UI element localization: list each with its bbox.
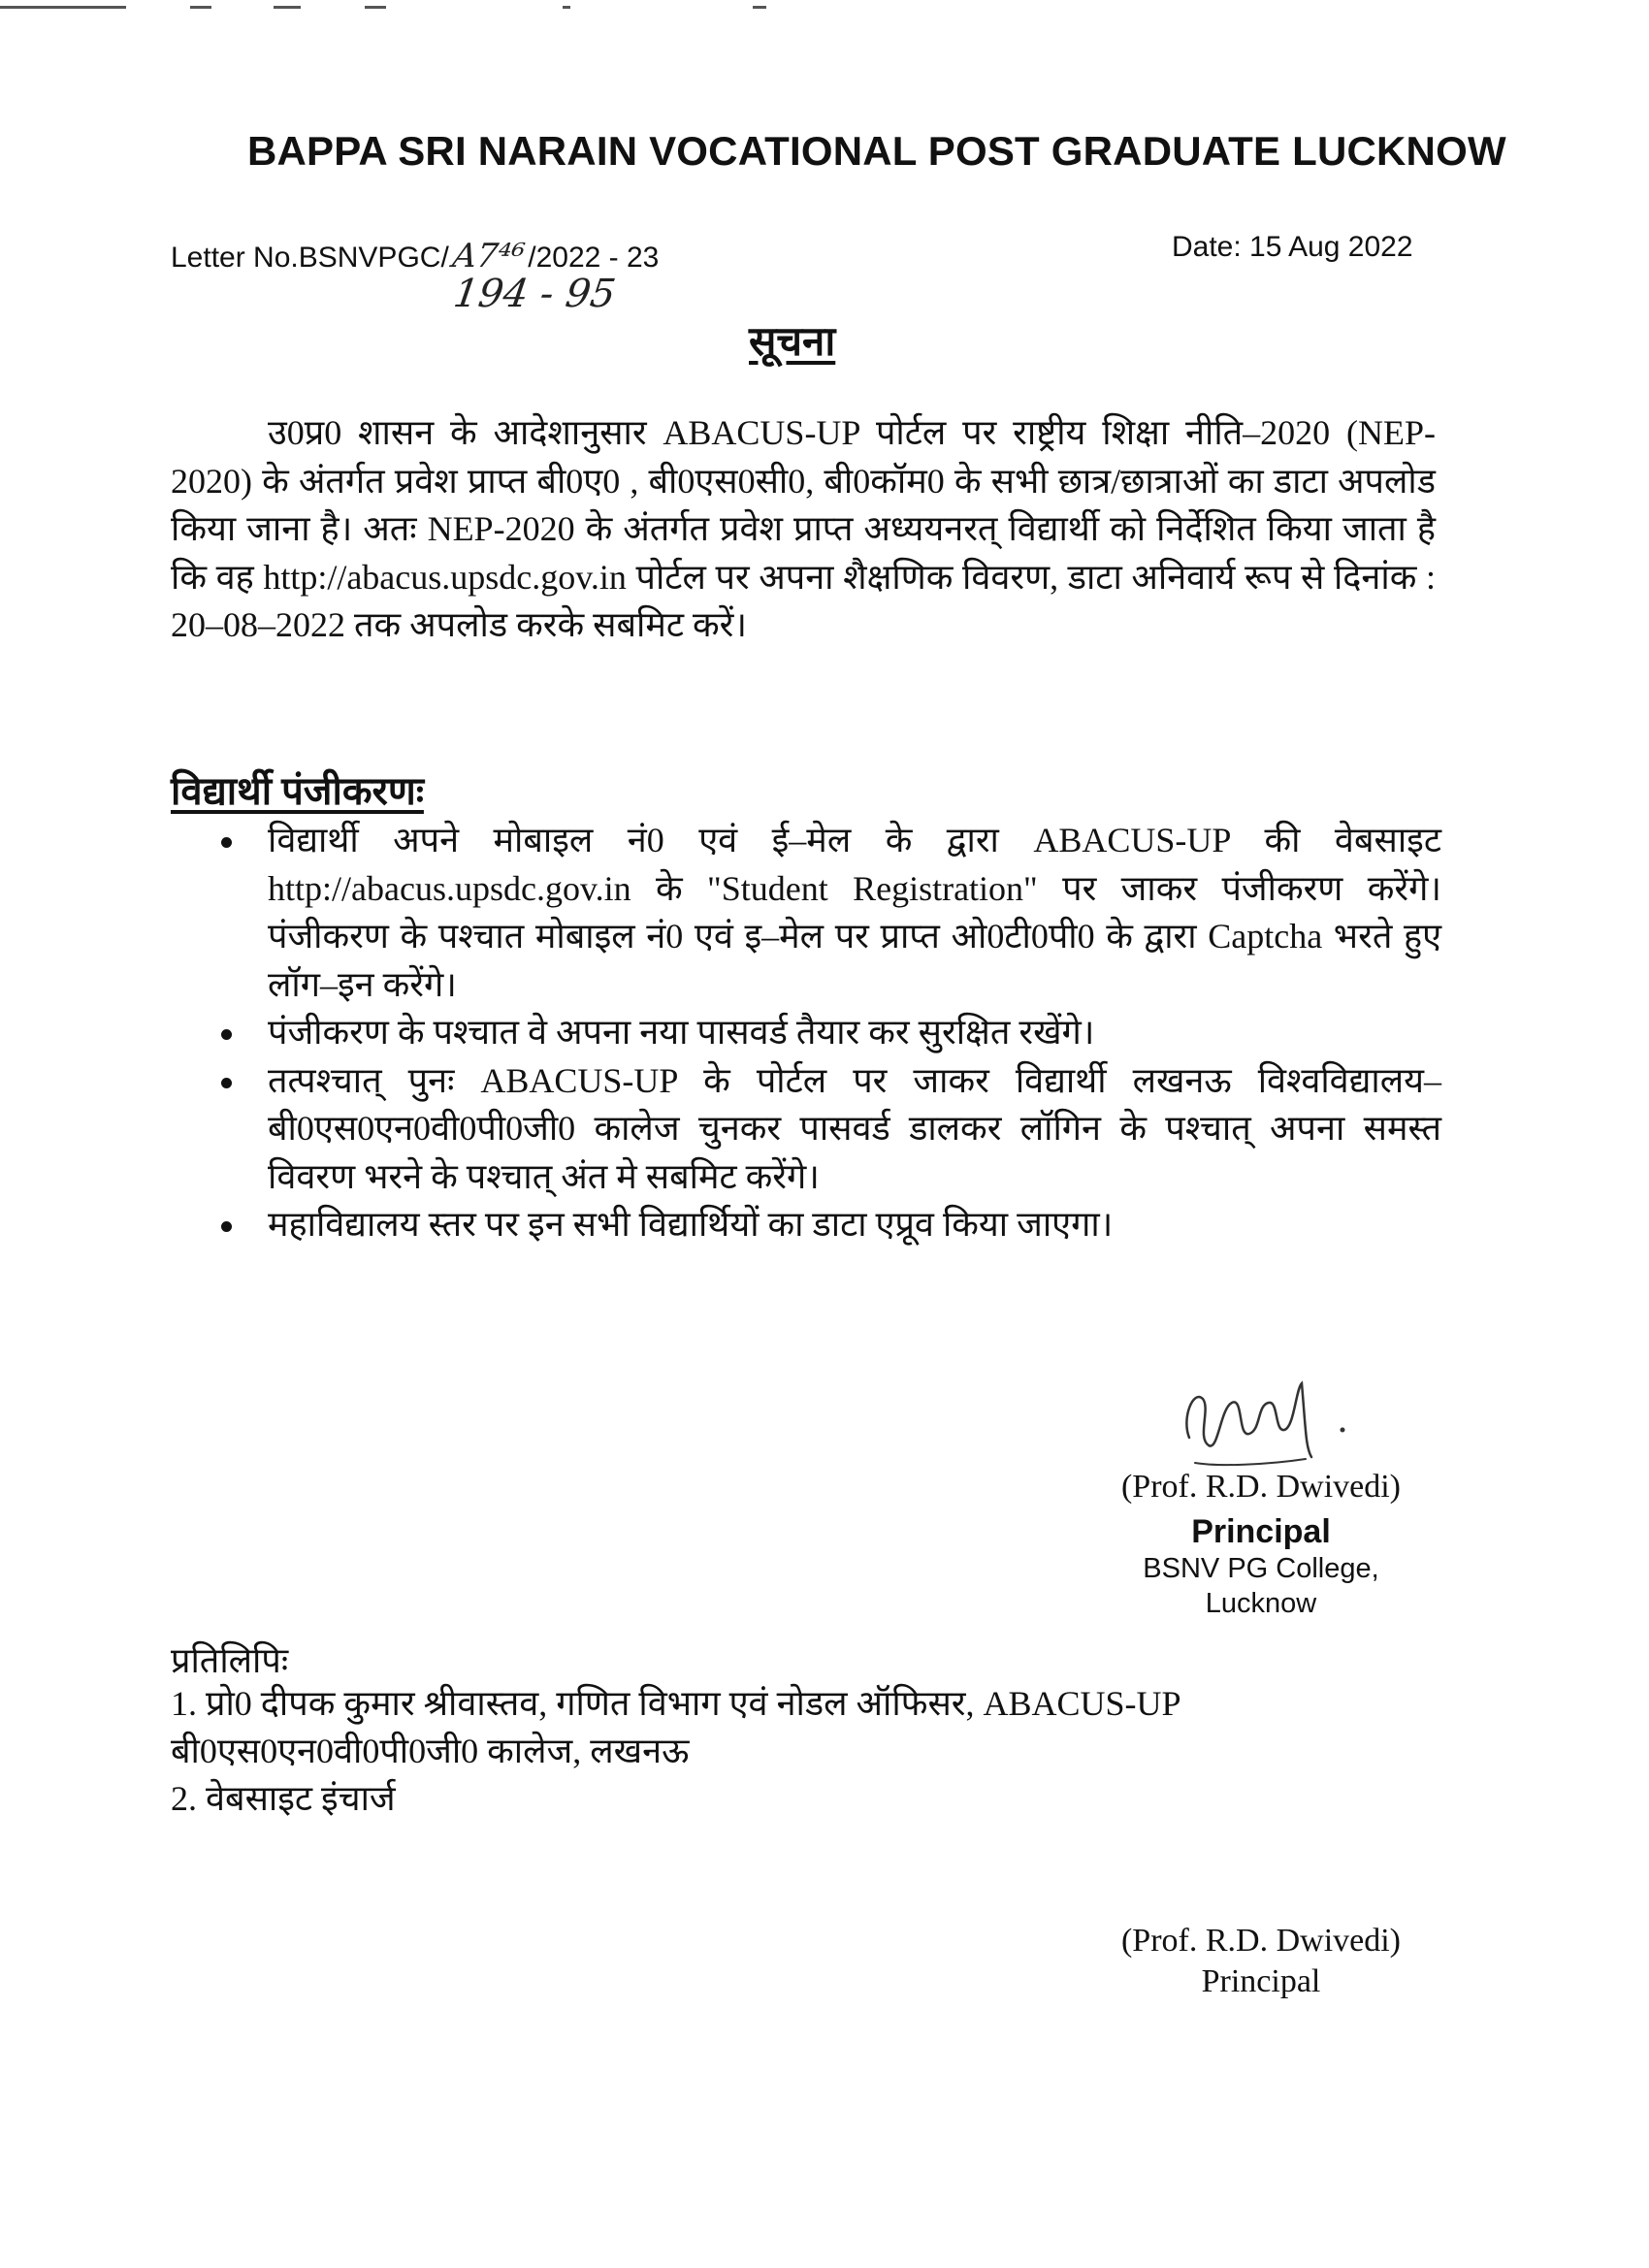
registration-step-text: तत्पश्चात् पुनः ABACUS-UP के पोर्टल पर जाकर विद्यार्थी लखनऊ विश्वविद्यालय–बी0एस0एन0वी0पी0जी0 कालेज चुनकर पासवर्ड डालकर लॉगिन के पश्चात् अपना समस्त विवरण भरने के पश्चात् अंत मे सबमिट करेंगे। (268, 1060, 1441, 1196)
footer-signatory-name: (Prof. R.D. Dwivedi) (1120, 1923, 1402, 1959)
bullet-icon (221, 1029, 232, 1040)
notice-body: उ0प्र0 शासन के आदेशानुसार ABACUS-UP पोर्टल पर राष्ट्रीय शिक्षा नीति–2020 (NEP-2020) के अंतर्गत प्रवेश प्राप्त बी0ए0 , बी0एस0सी0, बी0कॉम0 के सभी छात्र/छात्राओं का डाटा अपलोड किया जाना है। अतः NEP-2020 के अंतर्गत प्रवेश प्राप्त अध्ययनरत् विद्यार्थी को निर्देशित किया जाता है कि वह http://abacus.upsdc.gov.in पोर्टल पर अपना शैक्षणिक विवरण, डाटा अनिवार्य रूप से दिनांक : 20–08–2022 तक अपलोड करके सबमिट करें। (171, 413, 1436, 644)
letter-number (171, 237, 659, 275)
copy-to-list (171, 1680, 1441, 1823)
notice-heading: सूचना (749, 320, 836, 365)
college-name: BAPPA SRI NARAIN VOCATIONAL POST GRADUATE LUCKNOW (247, 128, 1506, 174)
registration-heading: विद्यार्थी पंजीकरणः (171, 769, 424, 813)
letter-date: Date: 15 Aug 2022 (1172, 231, 1413, 263)
list-item (217, 817, 1441, 1009)
list-item (217, 1009, 1441, 1057)
bullet-icon (221, 1078, 232, 1088)
footer-signature-block (1086, 1923, 1436, 2000)
registration-step-text: विद्यार्थी अपने मोबाइल नं0 एवं ई–मेल के द्वारा ABACUS-UP की वेबसाइट http://abacus.upsdc.gov.in के "Student Registration" पर जाकर पंजीकरण करेंगे। पंजीकरण के पश्चात मोबाइल नं0 एवं इ–मेल पर प्राप्त ओ0टी0पी0 के द्वारा Captcha भरते हुए लॉग–इन करेंगे। (268, 821, 1441, 1004)
signature-block (1086, 1469, 1436, 1621)
footer-signatory-title: Principal (1201, 1963, 1321, 1999)
list-item: 2. वेबसाइट इंचार्ज (171, 1779, 396, 1818)
registration-step-text: पंजीकरण के पश्चात वे अपना नया पासवर्ड तैयार कर सुरक्षित रखेंगे। (268, 1013, 1095, 1052)
registration-steps (217, 817, 1441, 1249)
letter-number-prefix: Letter No.BSNVPGC/ (171, 242, 449, 274)
list-item: 1. प्रो0 दीपक कुमार श्रीवास्तव, गणित विभाग एवं नोडल ऑफिसर, ABACUS-UP बी0एस0एन0वी0पी0जी0 कालेज, लखनऊ (171, 1684, 1180, 1770)
bullet-icon (221, 837, 232, 848)
copy-to-heading: प्रतिलिपिः (171, 1641, 289, 1680)
bullet-icon (221, 1221, 232, 1232)
registration-step-text: महाविद्यालय स्तर पर इन सभी विद्यार्थियों का डाटा एप्रूव किया जाएगा। (268, 1205, 1114, 1244)
list-item (217, 1201, 1441, 1249)
list-item (217, 1057, 1441, 1202)
handwritten-dispatch-number: 194 - 95 (450, 272, 619, 316)
stamp-title: Principal (1191, 1513, 1331, 1550)
signatory-name: (Prof. R.D. Dwivedi) (1120, 1469, 1402, 1505)
handwritten-signature (1160, 1370, 1354, 1476)
stamp-city: Lucknow (1205, 1588, 1317, 1619)
stamp-college: BSNV PG College, (1143, 1553, 1379, 1584)
scan-edge-marks (0, 0, 776, 19)
letter-number-suffix: /2022 - 23 (528, 242, 660, 274)
letter-number-handwritten: A7⁴⁶ (449, 237, 528, 275)
